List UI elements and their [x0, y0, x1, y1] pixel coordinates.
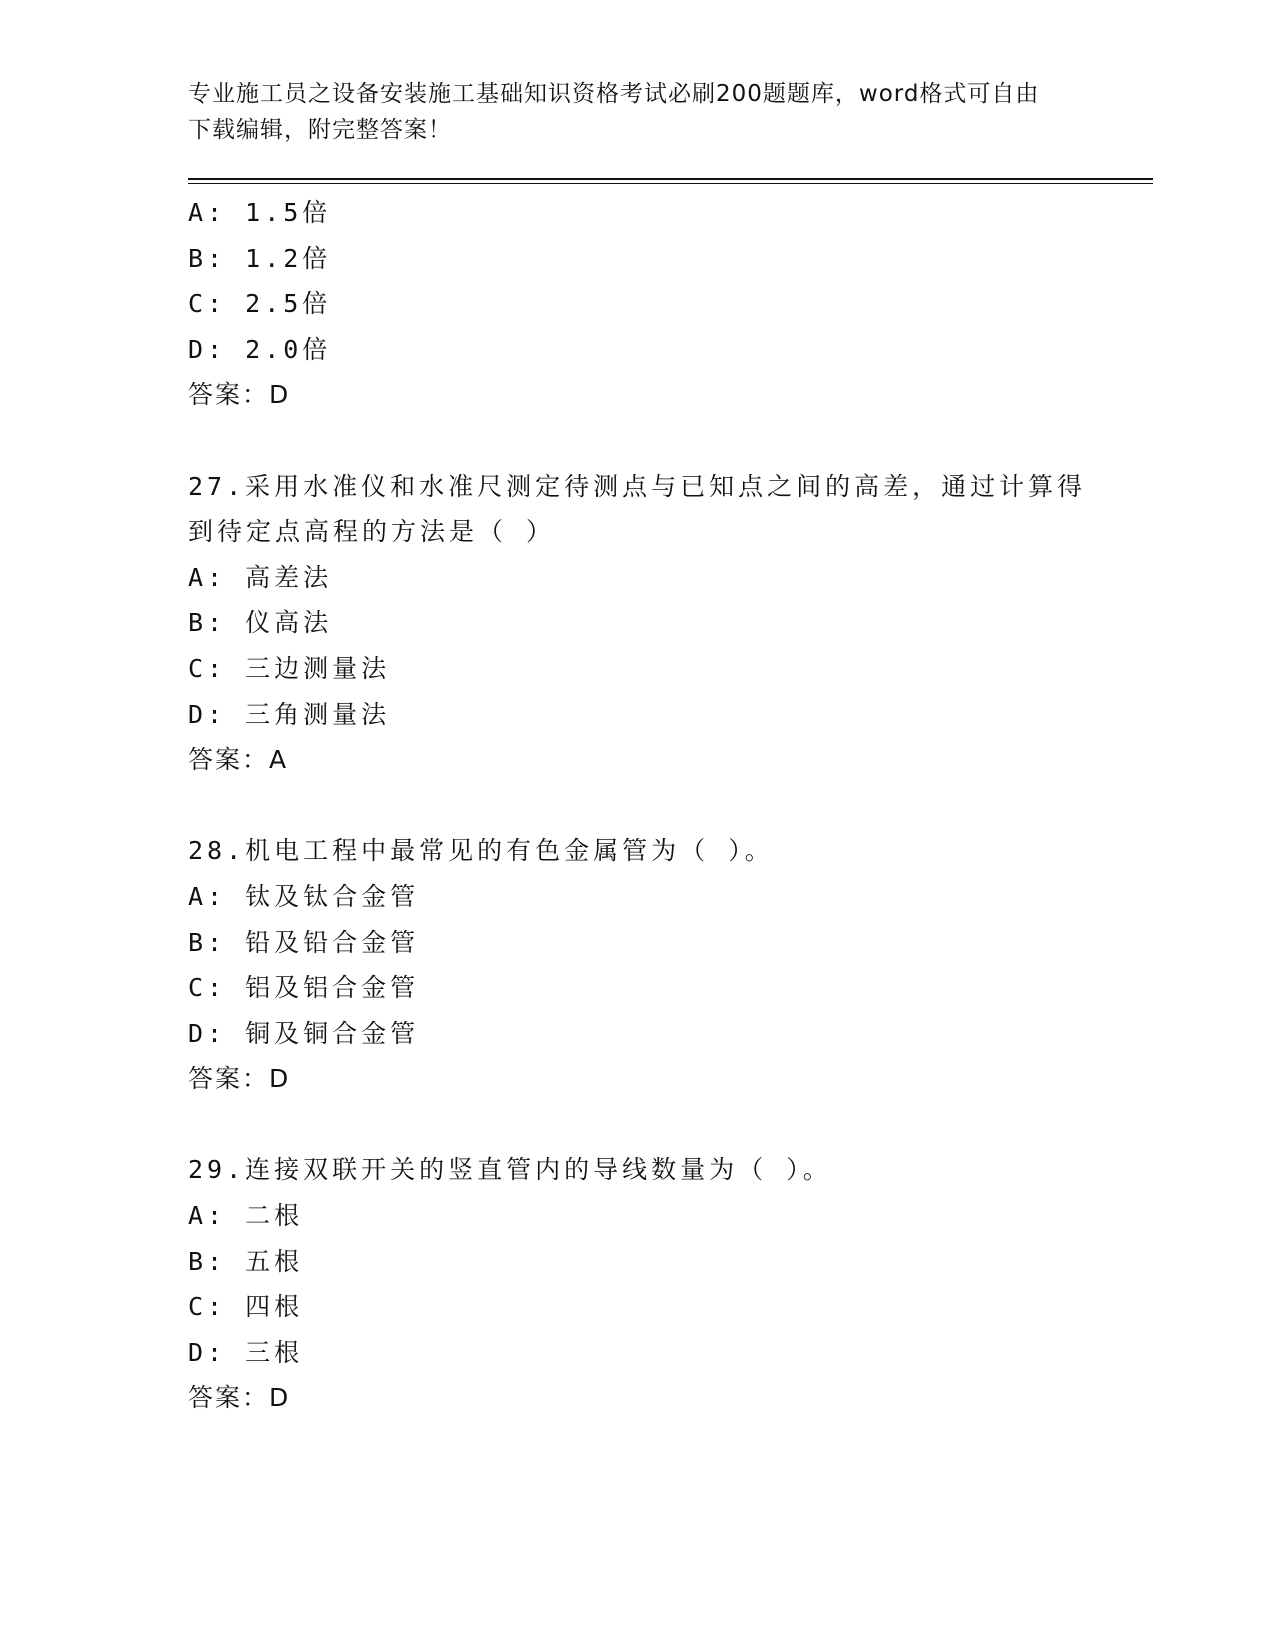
- option-c: C: 2.5倍: [188, 289, 332, 319]
- question-stem: 28.机电工程中最常见的有色金属管为（ ）。: [188, 836, 774, 866]
- option-d: D: 铜及铜合金管: [188, 1018, 420, 1048]
- answer: 答案：D: [188, 380, 291, 410]
- option-d: D: 三角测量法: [188, 699, 391, 729]
- question-stem-line-1: 27.采用水准仪和水准尺测定待测点与已知点之间的高差，通过计算得: [188, 471, 1087, 501]
- question-29: [188, 1147, 1088, 1421]
- header-divider-thin: [188, 183, 1153, 184]
- spacer: [188, 1102, 1088, 1148]
- answer: 答案：D: [188, 1383, 291, 1413]
- option-b: B: 1.2倍: [188, 243, 332, 273]
- header-line-1: 专业施工员之设备安装施工基础知识资格考试必刷200题题库，word格式可自由: [188, 81, 1040, 107]
- answer: 答案：A: [188, 745, 289, 775]
- option-a: A: 高差法: [188, 562, 333, 592]
- question-stem-line-2: 到待定点高程的方法是（ ）: [188, 517, 556, 547]
- answer: 答案：D: [188, 1064, 291, 1094]
- option-a: A: 二根: [188, 1201, 304, 1231]
- spacer: [188, 418, 1088, 464]
- option-c: C: 四根: [188, 1292, 304, 1322]
- option-b: B: 仪高法: [188, 608, 333, 638]
- question-stem: 29.连接双联开关的竖直管内的导线数量为（ ）。: [188, 1155, 832, 1185]
- option-d: D: 2.0倍: [188, 334, 332, 364]
- header-divider-thick: [188, 178, 1153, 180]
- question-list: [188, 190, 1088, 1421]
- header-line-2: 下载编辑，附完整答案！: [188, 117, 452, 143]
- question-26: [188, 190, 1088, 418]
- spacer: [188, 783, 1088, 829]
- question-28: [188, 828, 1088, 1102]
- document-header: [188, 76, 1088, 148]
- option-a: A: 1.5倍: [188, 198, 332, 227]
- question-27: [188, 464, 1088, 783]
- option-d: D: 三根: [188, 1337, 304, 1367]
- option-a: A: 钛及钛合金管: [188, 881, 420, 911]
- option-b: B: 五根: [188, 1246, 304, 1276]
- option-c: C: 铝及铝合金管: [188, 973, 420, 1003]
- option-c: C: 三边测量法: [188, 653, 391, 683]
- option-b: B: 铅及铅合金管: [188, 927, 420, 957]
